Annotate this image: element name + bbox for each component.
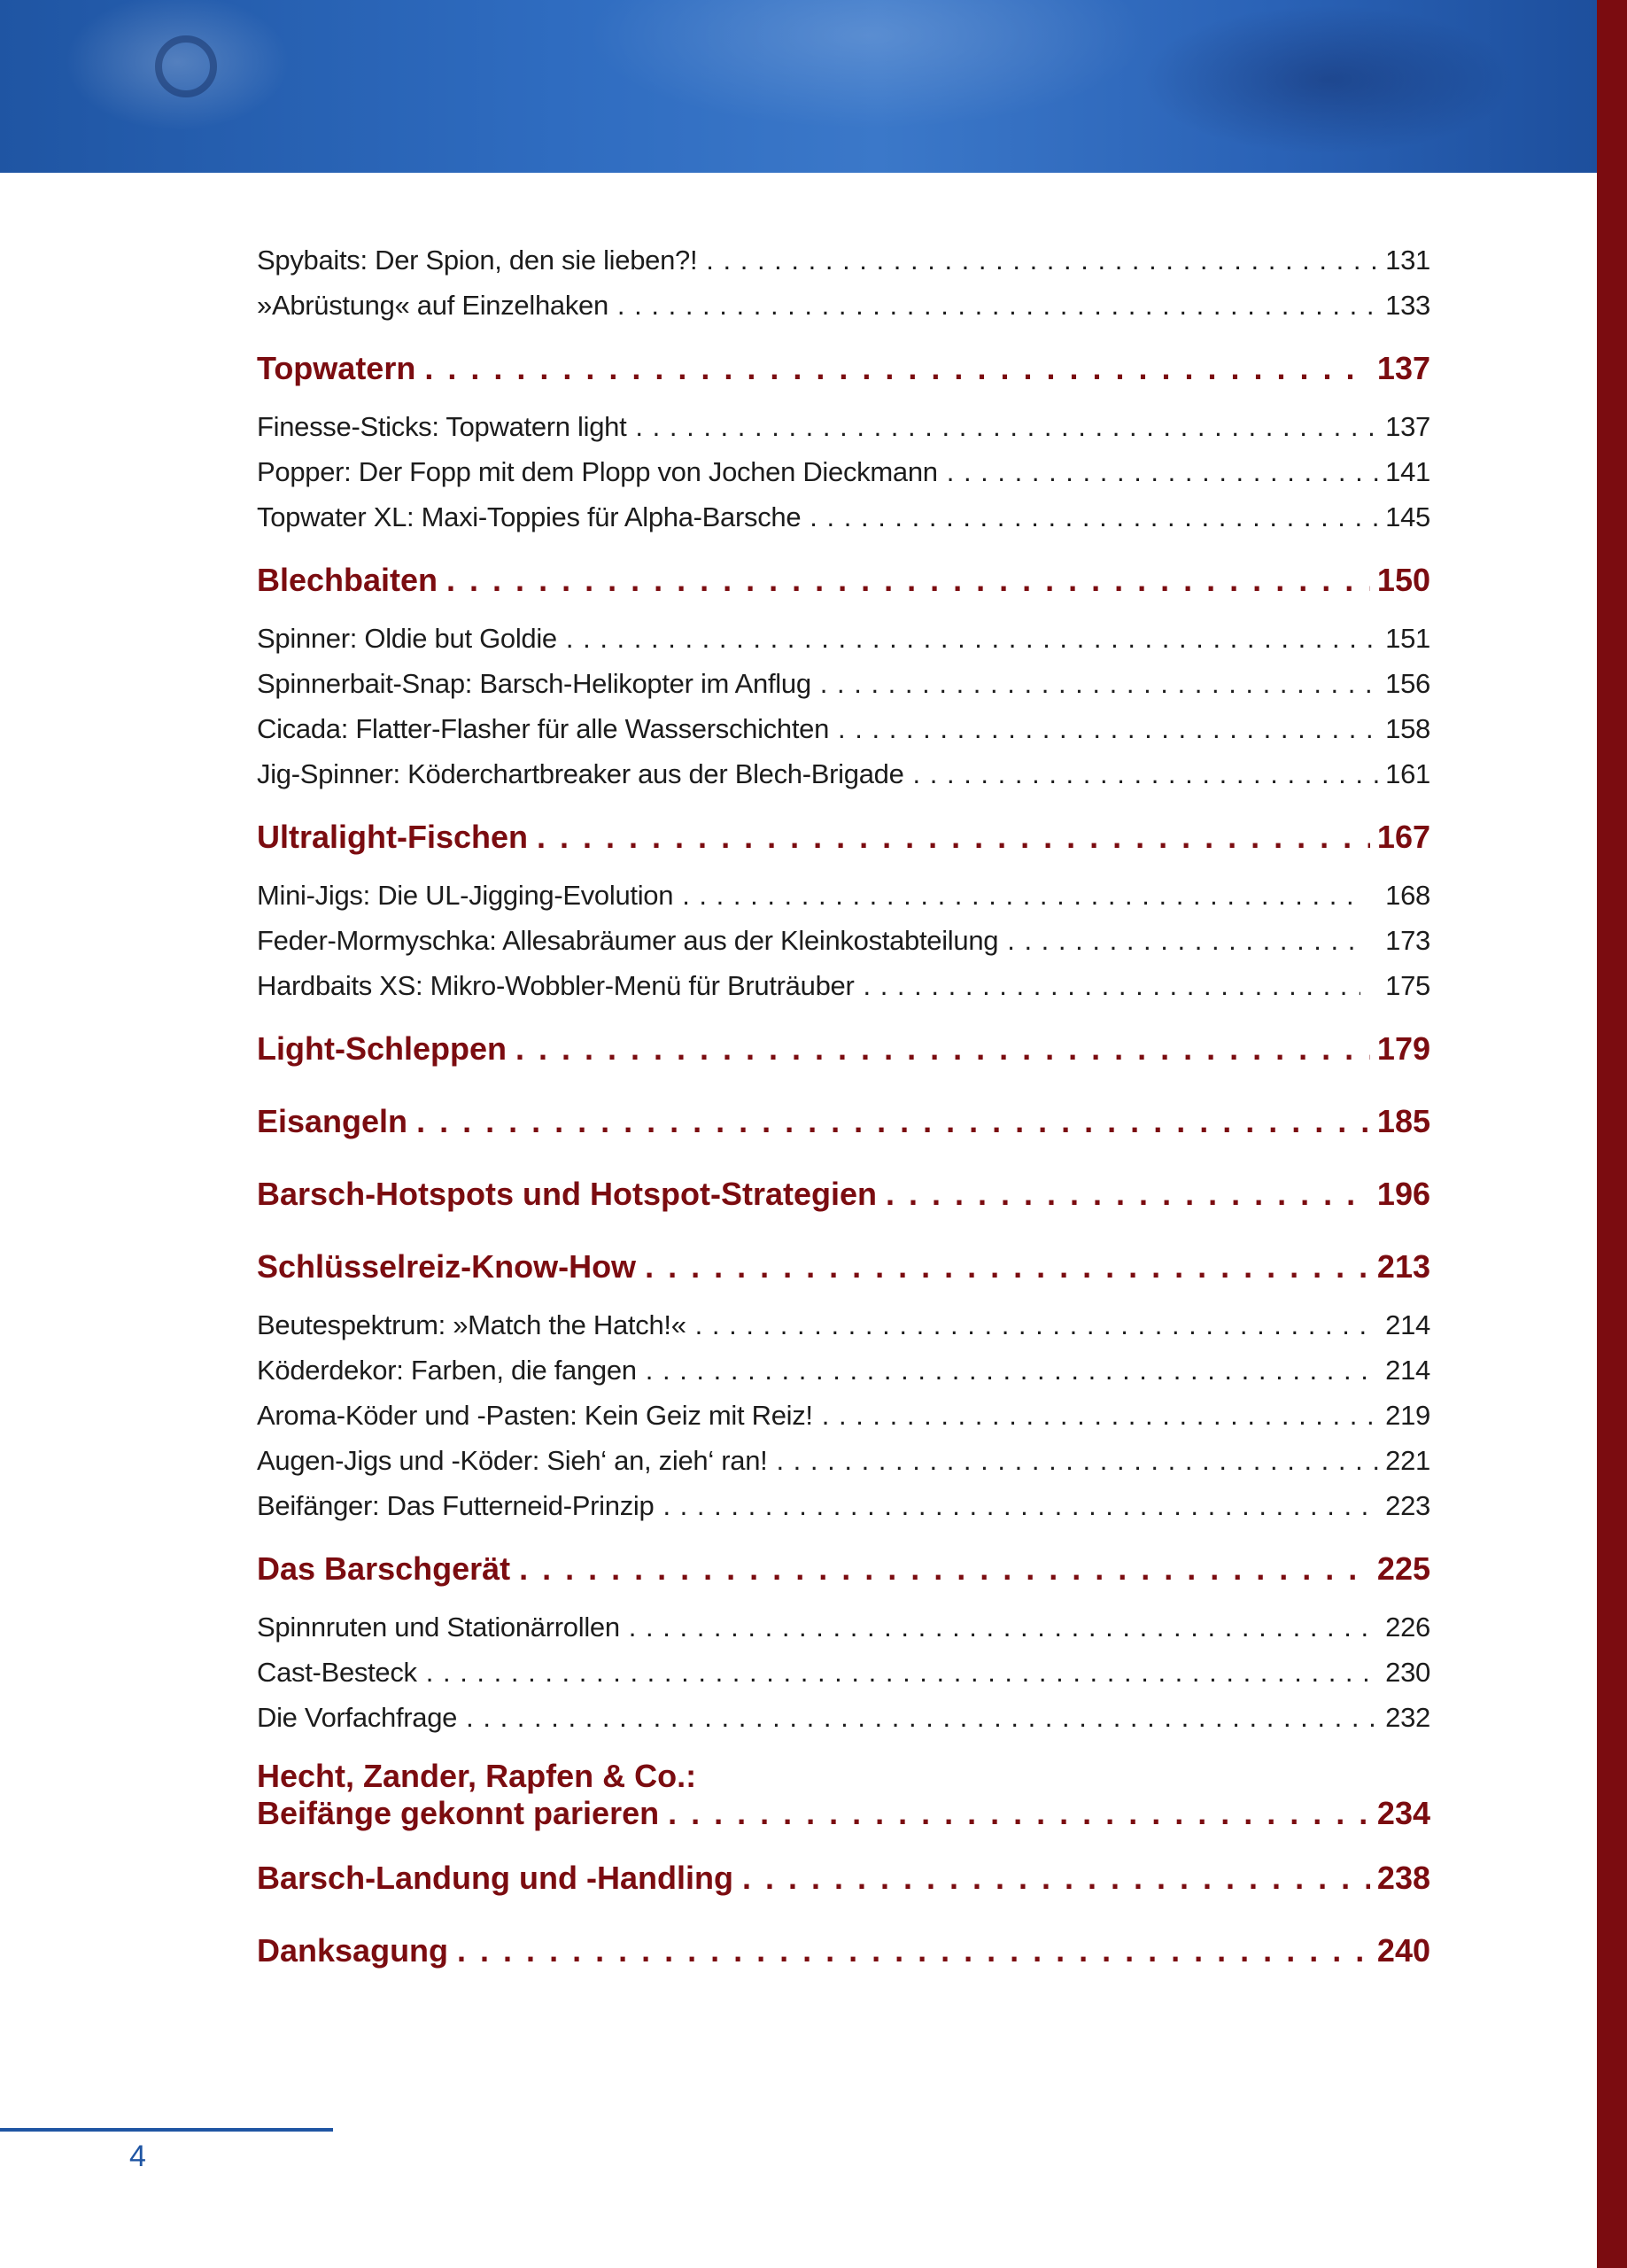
toc-entry[interactable] xyxy=(257,1302,1430,1348)
toc-entry[interactable] xyxy=(257,706,1430,751)
fish-eye-graphic xyxy=(155,35,217,97)
toc-entry-page: 161 xyxy=(1385,758,1430,789)
toc-chapter-title-line2: Beifänge gekonnt parieren xyxy=(257,1795,660,1831)
toc-leader-dots xyxy=(515,1019,1370,1079)
toc-entry[interactable] xyxy=(257,1483,1430,1528)
toc-leader-dots xyxy=(810,494,1378,540)
toc-entry[interactable] xyxy=(257,1650,1430,1695)
toc-entry-page: 214 xyxy=(1385,1309,1430,1340)
toc-leader-dots xyxy=(424,338,1370,399)
toc-entry-title: Spinnerbait-Snap: Barsch-Helikopter im Anflug xyxy=(257,668,811,699)
footer-rule xyxy=(0,2128,333,2132)
toc-entry[interactable] xyxy=(257,404,1430,449)
toc-chapter-page: 137 xyxy=(1376,350,1430,386)
toc-chapter-page: 234 xyxy=(1376,1795,1430,1831)
toc-entry-page: 131 xyxy=(1385,245,1430,276)
toc-chapter-page: 167 xyxy=(1376,819,1430,855)
table-of-contents xyxy=(257,237,1430,1993)
toc-leader-dots xyxy=(863,963,1360,1008)
toc-leader-dots xyxy=(446,550,1370,610)
toc-leader-dots xyxy=(706,237,1378,283)
toc-entry-page: 226 xyxy=(1385,1612,1430,1643)
toc-entry-title: Beutespektrum: »Match the Hatch!« xyxy=(257,1309,686,1340)
toc-leader-dots xyxy=(1007,918,1360,963)
toc-entry[interactable] xyxy=(257,494,1430,540)
page-number: 4 xyxy=(129,2140,146,2173)
toc-leader-dots xyxy=(566,616,1378,661)
toc-chapter-page: 196 xyxy=(1376,1176,1430,1212)
toc-entry-title: »Abrüstung« auf Einzelhaken xyxy=(257,290,608,321)
toc-entry-title: Hardbaits XS: Mikro-Wobbler-Menü für Bruträuber xyxy=(257,970,855,1001)
toc-entry-title: Köderdekor: Farben, die fangen xyxy=(257,1355,637,1386)
toc-leader-dots xyxy=(617,283,1378,328)
toc-chapter-title: Das Barschgerät xyxy=(257,1550,511,1587)
toc-leader-dots xyxy=(646,1348,1378,1393)
toc-entry-page: 214 xyxy=(1385,1355,1430,1386)
toc-leader-dots xyxy=(820,661,1378,706)
toc-chapter-page: 185 xyxy=(1376,1103,1430,1139)
toc-chapter[interactable] xyxy=(257,1019,1430,1079)
toc-entry[interactable] xyxy=(257,963,1430,1008)
toc-entry[interactable] xyxy=(257,616,1430,661)
toc-chapter[interactable] xyxy=(257,1237,1430,1297)
toc-entry-title: Jig-Spinner: Köderchartbreaker aus der Blech-Brigade xyxy=(257,758,904,789)
toc-chapter[interactable] xyxy=(257,1848,1430,1908)
toc-entry-title: Spinnruten und Stationärrollen xyxy=(257,1612,620,1643)
toc-chapter-page: 150 xyxy=(1376,562,1430,598)
toc-leader-dots xyxy=(695,1302,1379,1348)
toc-chapter-page: 213 xyxy=(1376,1248,1430,1285)
toc-entry-title: Die Vorfachfrage xyxy=(257,1702,458,1733)
toc-entry-page: 175 xyxy=(1385,970,1430,1001)
toc-chapter-title: Barsch-Landung und -Handling xyxy=(257,1860,733,1896)
toc-entry-title: Augen-Jigs und -Köder: Sieh‘ an, zieh‘ ran! xyxy=(257,1445,768,1476)
toc-entry-page: 223 xyxy=(1385,1490,1430,1521)
toc-leader-dots xyxy=(682,873,1360,918)
toc-chapter[interactable] xyxy=(257,1091,1430,1152)
toc-leader-dots xyxy=(537,807,1370,867)
toc-chapter-title: Eisangeln xyxy=(257,1103,408,1139)
toc-leader-dots xyxy=(466,1695,1378,1740)
toc-chapter-two-line[interactable] xyxy=(257,1758,1430,1832)
toc-entry[interactable] xyxy=(257,1604,1430,1650)
toc-chapter-title: Schlüsselreiz-Know-How xyxy=(257,1248,637,1285)
toc-leader-dots xyxy=(886,1164,1370,1224)
toc-chapter[interactable] xyxy=(257,338,1430,399)
toc-chapter-page: 179 xyxy=(1376,1030,1430,1067)
toc-entry[interactable] xyxy=(257,237,1430,283)
toc-chapter[interactable] xyxy=(257,1921,1430,1981)
toc-leader-dots xyxy=(629,1604,1378,1650)
toc-entry[interactable] xyxy=(257,1348,1430,1393)
toc-entry-title: Finesse-Sticks: Topwatern light xyxy=(257,411,627,442)
toc-chapter-page: 238 xyxy=(1376,1860,1430,1896)
toc-leader-dots xyxy=(426,1650,1378,1695)
toc-entry-title: Cast-Besteck xyxy=(257,1657,417,1688)
toc-leader-dots xyxy=(776,1438,1378,1483)
toc-leader-dots xyxy=(416,1091,1370,1152)
toc-entry-page: 173 xyxy=(1385,925,1430,956)
toc-entry[interactable] xyxy=(257,1695,1430,1740)
toc-entry[interactable] xyxy=(257,661,1430,706)
toc-entry-title: Popper: Der Fopp mit dem Plopp von Jochen Dieckmann xyxy=(257,456,938,487)
toc-entry[interactable] xyxy=(257,751,1430,796)
toc-entry-page: 156 xyxy=(1385,668,1430,699)
toc-leader-dots xyxy=(635,404,1378,449)
toc-leader-dots xyxy=(645,1237,1370,1297)
toc-entry-page: 168 xyxy=(1385,880,1430,911)
toc-leader-dots xyxy=(822,1393,1378,1438)
toc-leader-dots xyxy=(668,1795,1370,1832)
toc-entry[interactable] xyxy=(257,873,1430,918)
right-edge-bar xyxy=(1597,0,1627,2268)
toc-entry-title: Spybaits: Der Spion, den sie lieben?! xyxy=(257,245,698,276)
toc-entry-page: 141 xyxy=(1385,456,1430,487)
toc-entry-page: 221 xyxy=(1385,1445,1430,1476)
toc-chapter[interactable] xyxy=(257,550,1430,610)
toc-entry-title: Spinner: Oldie but Goldie xyxy=(257,623,557,654)
toc-entry[interactable] xyxy=(257,449,1430,494)
toc-chapter[interactable] xyxy=(257,807,1430,867)
toc-entry[interactable] xyxy=(257,918,1430,963)
toc-entry[interactable] xyxy=(257,1393,1430,1438)
toc-entry-page: 145 xyxy=(1385,501,1430,532)
toc-chapter-title: Light-Schleppen xyxy=(257,1030,507,1067)
toc-entry-page: 137 xyxy=(1385,411,1430,442)
toc-entry-title: Cicada: Flatter-Flasher für alle Wasserschichten xyxy=(257,713,830,744)
toc-chapter-title: Danksagung xyxy=(257,1932,449,1969)
toc-entry-title: Feder-Mormyschka: Allesabräumer aus der Kleinkostabteilung xyxy=(257,925,999,956)
toc-entry-page: 151 xyxy=(1385,623,1430,654)
header-photo-banner xyxy=(0,0,1597,173)
toc-leader-dots xyxy=(662,1483,1378,1528)
toc-chapter-title-line1: Hecht, Zander, Rapfen & Co.: xyxy=(257,1758,697,1794)
toc-leader-dots xyxy=(742,1848,1370,1908)
toc-leader-dots xyxy=(947,449,1378,494)
toc-leader-dots xyxy=(457,1921,1370,1981)
toc-entry-page: 230 xyxy=(1385,1657,1430,1688)
toc-entry-page: 219 xyxy=(1385,1400,1430,1431)
toc-chapter-title: Topwatern xyxy=(257,350,416,386)
toc-entry[interactable] xyxy=(257,283,1430,328)
toc-entry-page: 232 xyxy=(1385,1702,1430,1733)
toc-entry-title: Beifänger: Das Futterneid-Prinzip xyxy=(257,1490,655,1521)
toc-leader-dots xyxy=(519,1539,1370,1599)
toc-chapter-title: Barsch-Hotspots und Hotspot-Strategien xyxy=(257,1176,878,1212)
toc-leader-dots xyxy=(838,706,1378,751)
toc-entry-page: 158 xyxy=(1385,713,1430,744)
toc-entry[interactable] xyxy=(257,1438,1430,1483)
toc-chapter[interactable] xyxy=(257,1164,1430,1224)
toc-entry-page: 133 xyxy=(1385,290,1430,321)
toc-entry-title: Aroma-Köder und -Pasten: Kein Geiz mit Reiz! xyxy=(257,1400,813,1431)
toc-chapter-title: Blechbaiten xyxy=(257,562,438,598)
toc-entry-title: Topwater XL: Maxi-Toppies für Alpha-Barsche xyxy=(257,501,802,532)
toc-chapter-page: 225 xyxy=(1376,1550,1430,1587)
toc-chapter-page: 240 xyxy=(1376,1932,1430,1969)
toc-leader-dots xyxy=(913,751,1379,796)
toc-chapter-title: Ultralight-Fischen xyxy=(257,819,529,855)
toc-chapter[interactable] xyxy=(257,1539,1430,1599)
toc-entry-title: Mini-Jigs: Die UL-Jigging-Evolution xyxy=(257,880,674,911)
